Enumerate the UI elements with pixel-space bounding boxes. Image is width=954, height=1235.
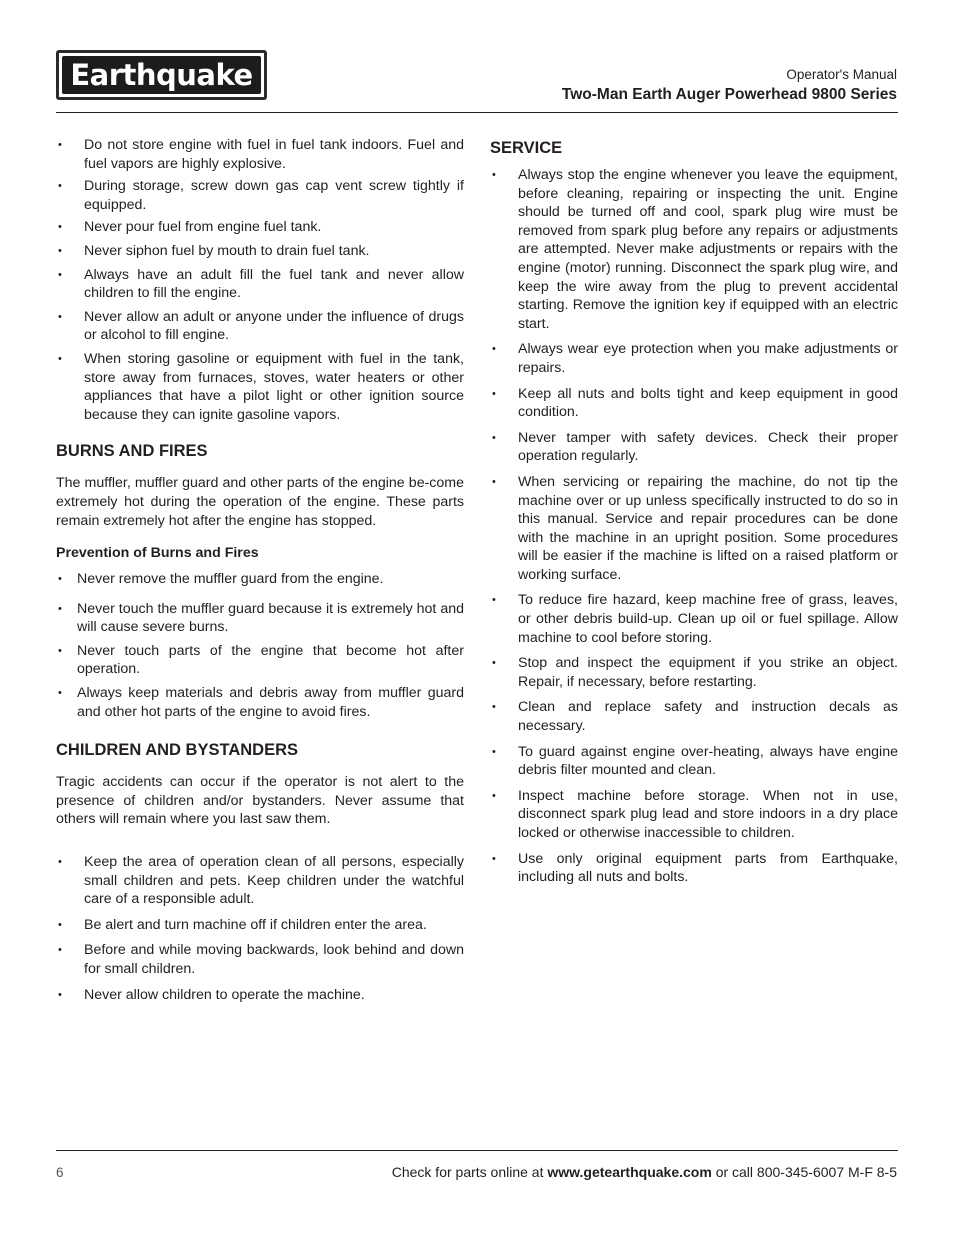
burns-heading: BURNS AND FIRES [56, 442, 208, 461]
children-list [56, 853, 464, 1004]
list-item: • Do not store engine with fuel in fuel tank indoors. Fuel and fuel vapors are highly explosive. [56, 136, 464, 173]
list-item: • Never siphon fuel by mouth to drain fuel tank. [56, 242, 464, 261]
brand-logo [56, 50, 267, 100]
header-divider [56, 112, 898, 113]
list-item: • Be alert and turn machine off if children enter the area. [56, 916, 464, 935]
list-item: • Stop and inspect the equipment if you strike an object. Repair, if necessary, before restarting. [490, 654, 898, 691]
list-item: • Never touch parts of the engine that become hot after operation. [56, 642, 464, 679]
manual-title: Two-Man Earth Auger Powerhead 9800 Series [561, 86, 897, 103]
list-item: • To guard against engine over-heating, always have engine debris filter mounted and clean. [490, 743, 898, 780]
list-item: • Never allow children to operate the machine. [56, 986, 464, 1005]
list-item: • Always stop the engine whenever you leave the equipment, before cleaning, repairing or inspecting the unit. Engine should be turned off and cool, spark plug wire must be removed from spark plug before any repairs or adjustments are attempted. Never make adjustments or repairs with the engine (motor) running. Disconnect the spark plug wire, and keep the wire away from the plug to prevent accidental starting. Remove the ignition key if equipped with an electric start. [490, 166, 898, 333]
website-link[interactable]: www.getearthquake.com [547, 1164, 712, 1180]
list-item: • Always wear eye protection when you make adjustments or repairs. [490, 340, 898, 377]
prevention-list [56, 570, 464, 721]
list-item: • Never allow an adult or anyone under the influence of drugs or alcohol to fill engine. [56, 308, 464, 345]
manual-subtitle: Operator's Manual [786, 67, 897, 82]
logo-wordmark: Earthquake [70, 57, 253, 92]
fuel-safety-list [56, 136, 464, 424]
list-item: • Clean and replace safety and instruction decals as necessary. [490, 698, 898, 735]
logo-panel [62, 56, 261, 94]
list-item: • Always keep materials and debris away from muffler guard and other hot parts of the engine to avoid fires. [56, 684, 464, 721]
list-item: • Never pour fuel from engine fuel tank. [56, 218, 464, 237]
burns-paragraph: The muffler, muffler guard and other parts of the engine be-come extremely hot during the operation of the engine. These parts remain extremely hot after the engine has stopped. [56, 475, 464, 529]
list-item: • To reduce fire hazard, keep machine free of grass, leaves, or other debris build-up. Clean up oil or fuel spillage. Allow machine to cool before storing. [490, 591, 898, 647]
list-item: • During storage, screw down gas cap vent screw tightly if equipped. [56, 177, 464, 214]
footer-prefix: Check for parts online at [391, 1164, 544, 1180]
list-item: • Inspect machine before storage. When not in use, disconnect spark plug lead and store indoors in a dry place locked or otherwise inaccessible to children. [490, 787, 898, 843]
list-item: • Keep the area of operation clean of all persons, especially small children and pets. Keep children under the watchful care of a responsible adult. [56, 853, 464, 909]
right-column [490, 136, 898, 887]
service-heading: SERVICE [490, 139, 563, 157]
list-item: • Never touch the muffler guard because it is extremely hot and will cause severe burns. [56, 600, 464, 637]
left-column [56, 136, 464, 1004]
children-paragraph: Tragic accidents can occur if the operator is not alert to the presence of children and/or bystanders. Never assume that others will remain where you last saw them. [56, 774, 464, 828]
footer-contact [392, 1164, 897, 1180]
list-item: • Use only original equipment parts from Earthquake, including all nuts and bolts. [490, 850, 898, 887]
service-list [490, 166, 898, 887]
children-heading: CHILDREN AND BYSTANDERS [56, 741, 299, 760]
list-item: • Never remove the muffler guard from the engine. [56, 570, 464, 589]
list-item: • Keep all nuts and bolts tight and keep equipment in good condition. [490, 385, 898, 422]
page-number: 6 [56, 1165, 64, 1180]
list-item: • When servicing or repairing the machine, do not tip the machine over or up unless specifically instructed to do so in this manual. Service and repair procedures can be done with the machine in an upright position. Some procedures will be easier if the machine is lifted on a raised platform or working surface. [490, 473, 898, 585]
list-item: • When storing gasoline or equipment with fuel in the tank, store away from furnaces, stoves, water heaters or other appliances that have a pilot light or other ignition source because they can ignite gasoline vapors. [56, 350, 464, 424]
footer-divider [56, 1150, 898, 1151]
list-item: • Always have an adult fill the fuel tank and never allow children to fill the engine. [56, 266, 464, 303]
list-item: • Before and while moving backwards, look behind and down for small children. [56, 941, 464, 978]
footer-suffix: or call 800-345-6007 M-F 8-5 [715, 1164, 897, 1180]
list-item: • Never tamper with safety devices. Check their proper operation regularly. [490, 429, 898, 466]
prevention-heading: Prevention of Burns and Fires [56, 545, 259, 562]
